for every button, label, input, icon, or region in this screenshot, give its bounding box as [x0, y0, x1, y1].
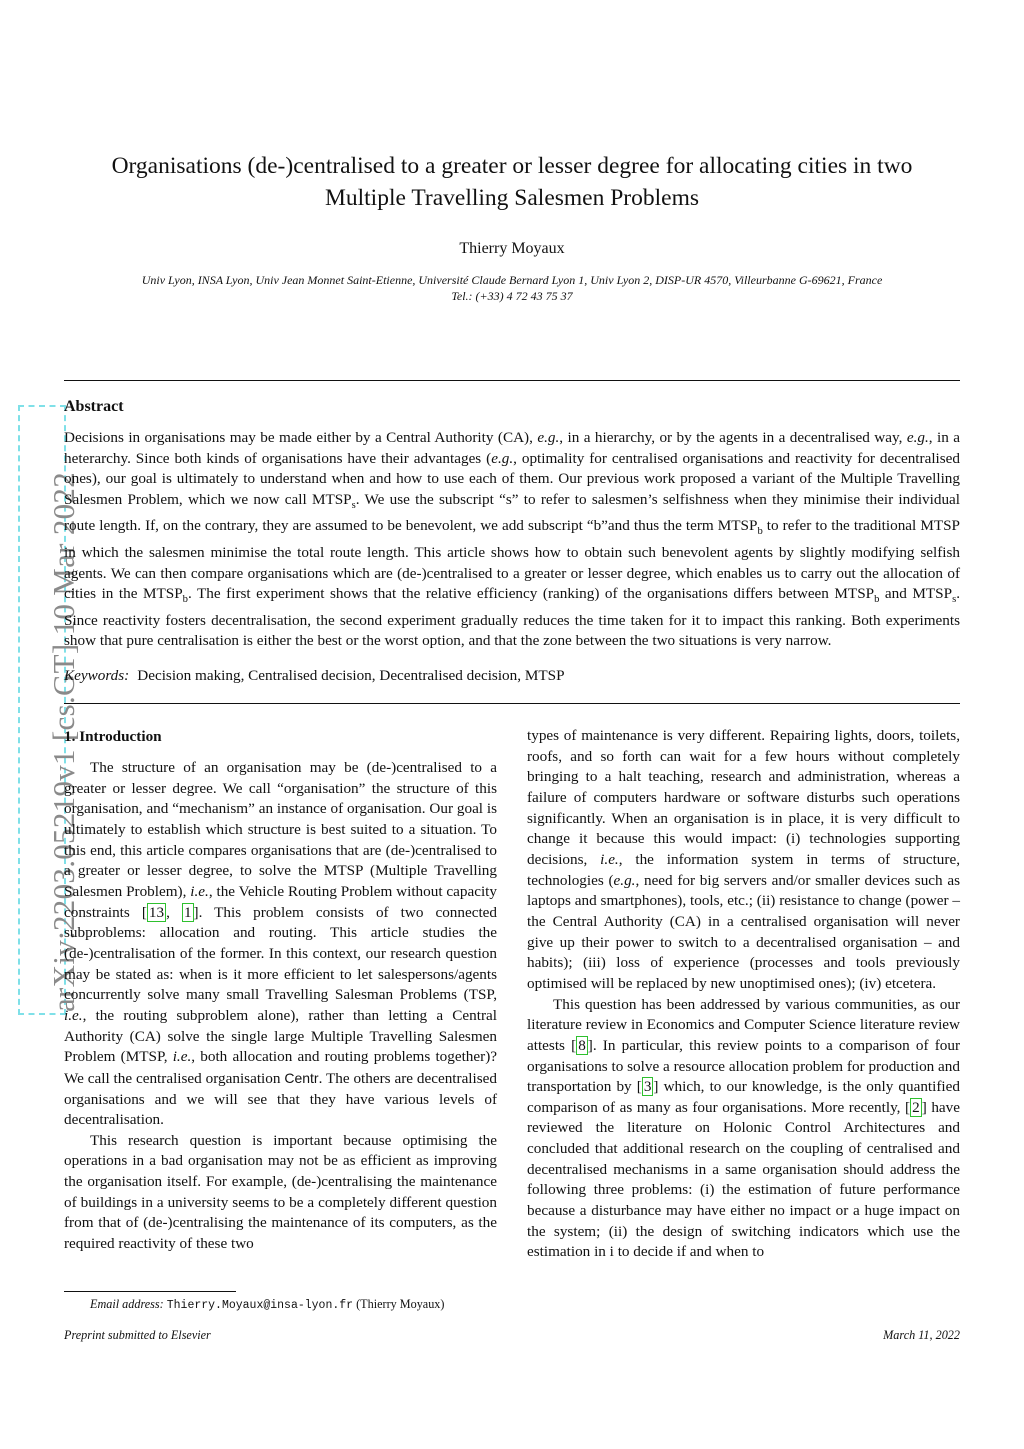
keywords: [64, 667, 565, 685]
keywords-value: Decision making, Centralised decision, Decentralised decision, MTSP: [137, 667, 565, 684]
citation-link-3[interactable]: 3: [643, 1078, 652, 1096]
affiliation-line: Univ Lyon, INSA Lyon, Univ Jean Monnet Saint-Etienne, Université Claude Bernard Lyon 1, Univ Lyon 2, DISP-UR 4570, Villeurbanne G-69621, France: [141, 273, 883, 287]
author-name: Thierry Moyaux: [459, 240, 565, 257]
left-column: [64, 726, 497, 1255]
paper-title: Organisations (de-)centralised to a greater or lesser degree for allocating cities in two Multiple Travelling Salesmen Problems: [111, 153, 913, 211]
citation-link-1[interactable]: 1: [183, 903, 192, 921]
intro-paragraph-2-cont: types of maintenance is very different. Repairing lights, doors, toilets, roofs, and so forth can wait for a few hours without completely bringing to a halt teaching, research and administration, whereas a failure of computers hardware or software disturbs such operations significantly. When an organisation is in place, it is very difficult to change it because this would impact: (i) technologies supporting decisions, i.e., the information system in terms of structure, technologies (e.g., need for big servers and/or smaller devices such as laptops and smartphones), tools, etc.; (ii) resistance to change (power – the Central Authority (CA) in a centralised organisation will never give up their power to switch to a decentralised organisation – and habits); (iii) loss of experience (processes and tools previously optimised will be replaced by new unoptimised ones); (iv) etcetera.: [527, 727, 960, 992]
footnote-email: Email address: Thierry.Moyaux@insa-lyon.fr (Thierry Moyaux): [90, 1297, 445, 1312]
affiliation: [60, 272, 964, 304]
footer-date: March 11, 2022: [883, 1328, 960, 1342]
abstract-bottom-rule: [64, 703, 960, 704]
abstract-heading: Abstract: [64, 398, 124, 415]
right-column: [527, 726, 960, 1263]
intro-paragraph-1: The structure of an organisation may be (de-)centralised to a greater or lesser degree. We call “organisation” the structure of this organisation, and “mechanism” an instance of organisation. Our goal is ultimately to establish which structure is best suited to a situation. To this end, this article compares organisations that are (de-)centralised to a greater or lesser degree, to solve the MTSP (Multiple Travelling Salesmen Problem), i.e., the Vehicle Routing Problem without capacity constraints [ 13 , 1 ]. This problem consists of two connected subproblems: allocation and routing. This article studies the (de-)centralisation of the former. In this context, our research question may be stated as: when is it more efficient to let salespersons/agents concurrently solve many small Travelling Salesman Problems (TSP, i.e., the routing subproblem alone), rather than letting a Central Authority (CA) solve the single large Multiple Travelling Salesmen Problem (MTSP, i.e., both allocation and routing problems together)? We call the centralised organisation Centr. The others are decentralised organisations and we will see that they have various levels of decentralisation.: [64, 759, 498, 1129]
intro-paragraph-2: This research question is important because optimising the operations in a bad organisation may not be as efficient as improving the organisation itself. For example, (de-)centralising the maintenance of buildings in a university seems to be a completely different question from that of (de-)centralising the maintenance of its computers, as the required reactivity of these two: [64, 1131, 497, 1253]
arxiv-stamp[interactable]: arXiv:2203.05219v1 [cs.GT] 10 Mar 2022: [46, 471, 81, 1012]
top-rule: [64, 380, 960, 381]
phone-line: Tel.: (+33) 4 72 43 75 37: [451, 289, 573, 303]
abstract-text: Decisions in organisations may be made either by a Central Authority (CA), e.g., in a hierarchy, or by the agents in a decentralised way, e.g., in a heterarchy. Since both kinds of organisations have their advantages (e.g., optimality for centralised organisations and reactivity for decentralised ones), our goal is ultimately to understand when and how to use each of them. Our previous work proposed a variant of the Multiple Travelling Salesmen Problem, which we now call $MTSP_s$. We use the subscript “s” to refer to salesmen’s selfishness when they minimise their individual route length. If, on the contrary, they are assumed to be benevolent, we add subscript “b”and thus the term $MTSP_b$ to refer to the traditional MTSP in which the salesmen minimise the total route length. This article shows how to obtain such benevolent agents by slightly modifying selfish agents. We can then compare organisations which are (de-)centralised to a greater or lesser degree, which enables us to carry out the allocation of cities in the $MTSP_b$. The first experiment shows that the relative efficiency (ranking) of the organisations differs between $MTSP_b$ and $MTSP_s$. Since reactivity fosters decentralisation, the second experiment gradually reduces the time taken for it to impact this ranking. Both experiments show that pure centralisation is either the best or the worst option, and that the zone between the two situations is very narrow.: [64, 429, 961, 650]
citation-link-8[interactable]: 8: [578, 1036, 586, 1054]
section-heading-introduction: 1. Introduction: [64, 728, 162, 745]
email-link[interactable]: Thierry.Moyaux@insa-lyon.fr: [166, 1299, 354, 1312]
citation-link-2[interactable]: 2: [912, 1098, 920, 1116]
footnote-rule: [64, 1291, 236, 1292]
keywords-label: Keywords:: [64, 667, 130, 684]
intro-paragraph-3: This question has been addressed by various communities, as our literature review in Economics and Computer Science literature review attests [ 8 ]. In particular, this review points to a comparison of four organisations to solve a resource allocation problem for production and transportation by [ 3 ] which, to our knowledge, is the only quantified comparison of as many as four organisations. More recently, [ 2 ] have reviewed the literature on Holonic Control Architectures and concluded that additional research on the coupling of centralised and decentralised mechanisms in a same organisation should address the following three problems: (i) the estimation of future performance because a disturbance may have either no impact or a huge impact on the system; (ii) the design of switching indicators which use the estimation in i to decide if and when to: [527, 995, 960, 1261]
footer-preprint: Preprint submitted to Elsevier: [64, 1328, 211, 1342]
citation-link-13[interactable]: 13: [148, 903, 165, 921]
